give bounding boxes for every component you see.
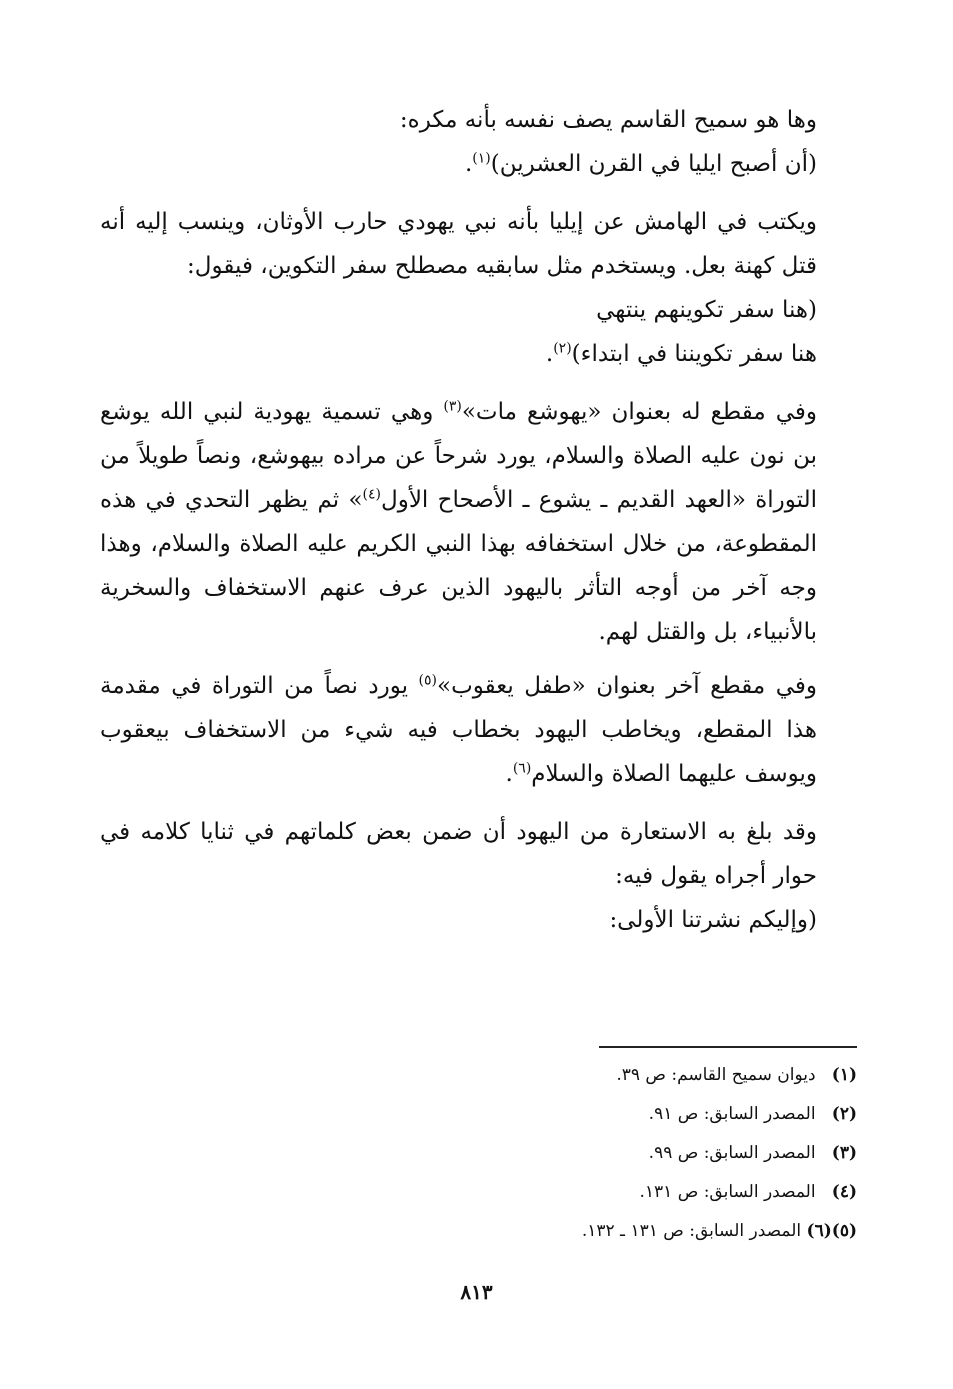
footnote-text: المصدر السابق: ص ١٣١.	[639, 1182, 816, 1202]
footnote-item	[97, 1095, 857, 1134]
page-number: ٨١٣	[460, 1280, 493, 1304]
footnote-ref-3[interactable]: (٣)	[443, 398, 462, 415]
footnote-number: (٢)	[831, 1104, 857, 1124]
paragraph-1-text: وها هو سميح القاسم يصف نفسه بأنه مكره:	[399, 107, 817, 133]
footnote-ref-6[interactable]: (٦)	[512, 760, 532, 777]
footnote-item	[97, 1173, 857, 1212]
quote-line-1-text: (أن أصبح ايليا في القرن العشرين)	[490, 151, 817, 177]
quote-line-1-tail: .	[464, 151, 473, 177]
footnote-text: المصدر السابق: ص ٩١.	[648, 1104, 816, 1124]
paragraph-4-part-a: وفي مقطع آخر بعنوان «طفل يعقوب»	[437, 673, 817, 699]
footnote-ref-2[interactable]: (٢)	[553, 340, 572, 357]
quote-line-1	[100, 142, 845, 186]
footnote-number: (٣)	[831, 1143, 857, 1163]
footnote-item	[97, 1056, 857, 1095]
footnote-ref-5[interactable]: (٥)	[418, 672, 437, 689]
paragraph-2-text: ويكتب في الهامش عن إيليا بأنه نبي يهودي حارب الأوثان، وينسب إليه أنه قتل كهنة بعل. ويستخدم مثل سابقيه مصطلح سفر التكوين، فيقول:	[100, 209, 817, 279]
footnote-number: (٥)(٦)	[806, 1221, 857, 1241]
footnote-ref-1[interactable]: (١)	[472, 150, 491, 167]
paragraph-2	[100, 200, 845, 288]
paragraph-3-part-a: وفي مقطع له بعنوان «يهوشع مات»	[461, 399, 817, 425]
verse-line-1	[100, 288, 845, 332]
paragraph-3	[100, 390, 845, 654]
verse-line-2	[100, 332, 845, 376]
footnote-text: ديوان سميح القاسم: ص ٣٩.	[616, 1065, 816, 1085]
paragraph-5	[100, 810, 845, 898]
footnotes-section	[97, 1046, 857, 1251]
paragraph-3-part-c: » ثم يظهر التحدي في هذه المقطوعة، من خلال استخفافه بهذا النبي الكريم عليه الصلاة والسلام، وهذا وجه آخر من أوجه التأثر باليهود الذين عرف عنهم الاستخفاف والسخرية بالأنبياء، بل والقتل لهم.	[100, 487, 817, 645]
footnote-number: (١)	[831, 1065, 857, 1085]
verse-line-1-text: (هنا سفر تكوينهم ينتهي	[596, 297, 817, 323]
footnote-divider	[599, 1046, 857, 1048]
paragraph-5-text: وقد بلغ به الاستعارة من اليهود أن ضمن بعض كلماتهم في ثنايا كلامه في حوار أجراه يقول فيه:	[100, 819, 817, 889]
quote-line-2-text: (وإليكم نشرتنا الأولى:	[609, 907, 817, 933]
paragraph-4	[100, 664, 845, 796]
footnote-text: المصدر السابق: ص ٩٩.	[648, 1143, 816, 1163]
footnote-ref-4[interactable]: (٤)	[362, 486, 381, 503]
verse-line-2-tail: .	[545, 341, 554, 367]
main-text	[100, 98, 845, 942]
paragraph-1	[100, 98, 845, 142]
paragraph-4-part-c: .	[505, 761, 513, 787]
footnote-list	[97, 1056, 857, 1251]
footnote-item	[97, 1134, 857, 1173]
footnote-text: المصدر السابق: ص ١٣١ ـ ١٣٢.	[581, 1221, 802, 1241]
footnote-item	[97, 1212, 857, 1251]
footnote-number: (٤)	[831, 1182, 857, 1202]
paragraph-3-part-b: وهي تسمية يهودية لنبي الله يوشع بن نون عليه الصلاة والسلام، يورد شرحاً عن مراده بيهوشع، ونصاً طويلاً من التوراة «العهد القديم ـ يشوع ـ الأصحاح الأول	[100, 399, 817, 513]
quote-line-2	[100, 898, 845, 942]
verse-line-2-text: هنا سفر تكويننا في ابتداء)	[571, 341, 817, 367]
paragraph-4-part-b: يورد نصاً من التوراة في مقدمة هذا المقطع، ويخاطب اليهود بخطاب فيه شيء من الاستخفاف بيعقوب ويوسف عليهما الصلاة والسلام	[100, 673, 817, 787]
